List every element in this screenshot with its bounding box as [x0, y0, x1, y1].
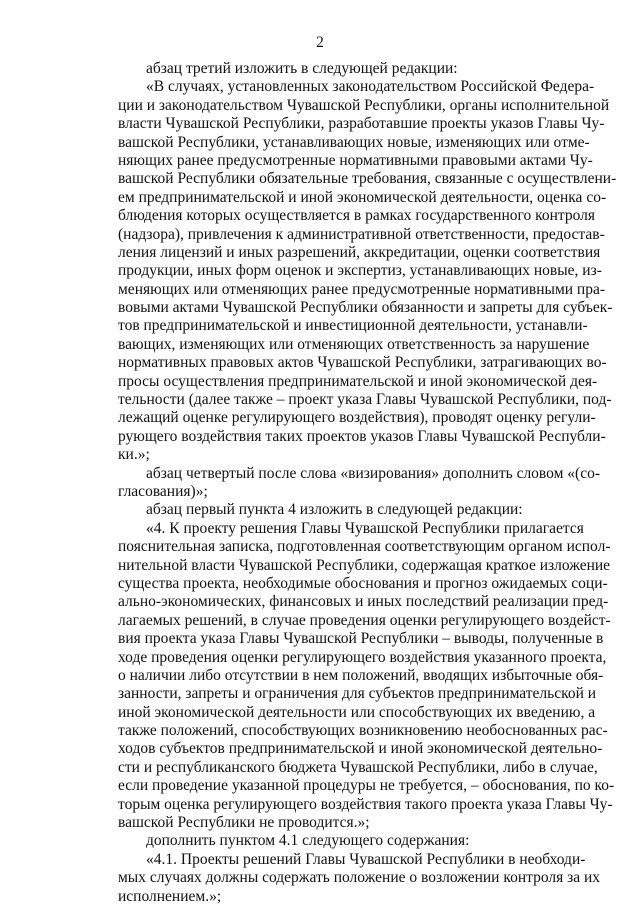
text-line: просы осуществления предпринимательской и иной экономической дея-: [118, 372, 598, 390]
text-line: ки.»;: [118, 446, 150, 464]
text-line: гласования)»;: [118, 482, 208, 500]
text-line: (надзора), привлечения к административной ответственности, предостав-: [118, 225, 605, 243]
text-line: занности, запреты и ограничения для субъектов предпринимательской и: [118, 685, 597, 703]
text-line: о наличии либо отсутствии в нем положений, вводящих избыточные обя-: [118, 666, 604, 684]
text-line: ления лицензий и иных разрешений, аккредитации, оценки соответствия: [118, 243, 601, 261]
text-line: «4. К проекту решения Главы Чувашской Республики прилагается: [146, 519, 584, 537]
text-line: лежащий оценке регулирующего воздействия), проводят оценку регули-: [118, 409, 596, 427]
text-line: тельности (далее также – проект указа Главы Чувашской Республики, под-: [118, 391, 612, 409]
text-line: ходе проведения оценки регулирующего воздействия указанного проекта,: [118, 648, 607, 666]
text-line: вающих, изменяющих или отменяющих ответственность за нарушение: [118, 335, 590, 353]
text-line: продукции, иных форм оценок и экспертиз, устанавливающих новые, из-: [118, 262, 602, 280]
paragraph-7: [118, 850, 601, 906]
paragraph-2: [118, 78, 617, 464]
paragraph-1: [118, 60, 578, 78]
text-line: исполнением.»;: [118, 887, 222, 905]
text-line: иной экономической деятельности или способствующих их введению, а: [118, 703, 596, 721]
text-line: «В случаях, установленных законодательством Российской Федера-: [146, 78, 595, 96]
paragraph-6: [118, 832, 578, 850]
text-line: пояснительная записка, подготовленная соответствующим органом испол-: [118, 538, 611, 556]
text-line: власти Чувашской Республики, разработавшие проекты указов Главы Чу-: [118, 115, 605, 133]
paragraph-3: [118, 464, 600, 502]
text-line: вовыми актами Чувашской Республики обязанности и запреты для субъек-: [118, 299, 613, 317]
text-line: тов предпринимательской и инвестиционной деятельности, устанавли-: [118, 317, 588, 335]
text-line: нительной власти Чувашской Республики, содержащая краткое изложение: [118, 556, 611, 574]
text-line: если проведение указанной процедуры не требуется, – обоснования, по ко-: [118, 777, 615, 795]
paragraph-5: [118, 519, 615, 833]
document-body: [118, 60, 617, 906]
text-line: нормативных правовых актов Чувашской Республики, затрагивающих во-: [118, 354, 607, 372]
page-number: 2: [316, 34, 324, 51]
text-line: меняющих или отменяющих ранее предусмотренные нормативными пра-: [118, 280, 606, 298]
text-line: мых случаях должны содержать положение о возложении контроля за их: [118, 869, 601, 887]
text-line: абзац третий изложить в следующей редакции:: [146, 60, 458, 77]
text-line: ально-экономических, финансовых и иных последствий реализации пред-: [118, 593, 609, 611]
text-line: блюдения которых осуществляется в рамках государственного контроля: [118, 207, 596, 225]
text-line: абзац первый пункта 4 изложить в следующей редакции:: [146, 501, 523, 519]
text-line: сти и республиканского бюджета Чувашской Республики, либо в случае,: [118, 758, 598, 776]
text-line: существа проекта, необходимые обоснования и прогноз ожидаемых соци-: [118, 574, 608, 592]
text-line: вашской Республики, устанавливающих новые, изменяющих или отме-: [118, 133, 590, 151]
text-line: абзац четвертый после слова «визирования» дополнить словом «(со-: [146, 464, 600, 482]
text-line: няющих ранее предусмотренные нормативными правовыми актами Чу-: [118, 151, 593, 169]
text-line: вия проекта указа Главы Чувашской Республики – выводы, полученные в: [118, 630, 604, 648]
text-line: торым оценка регулирующего воздействия такого проекта указа Главы Чу-: [118, 795, 613, 813]
text-line: лагаемых решений, в случае проведения оценки регулирующего воздейст-: [118, 611, 611, 629]
text-line: «4.1. Проекты решений Главы Чувашской Республики в необходи-: [146, 850, 586, 868]
text-line: также положений, способствующих возникновению необоснованных рас-: [118, 722, 608, 740]
paragraph-4: [118, 501, 578, 519]
text-line: ции и законодательством Чувашской Республики, органы исполнительной: [118, 96, 610, 114]
text-line: рующего воздействия таких проектов указов Главы Чувашской Республи-: [118, 427, 606, 445]
text-line: ем предпринимательской и иной экономической деятельности, оценка со-: [118, 188, 607, 206]
text-line: ходов субъектов предпринимательской и иной экономической деятельно-: [118, 740, 603, 758]
text-line: вашской Республики не проводится.»;: [118, 814, 370, 832]
text-line: дополнить пунктом 4.1 следующего содержания:: [146, 832, 470, 850]
text-line: вашской Республики обязательные требования, связанные с осуществлени-: [118, 170, 617, 188]
